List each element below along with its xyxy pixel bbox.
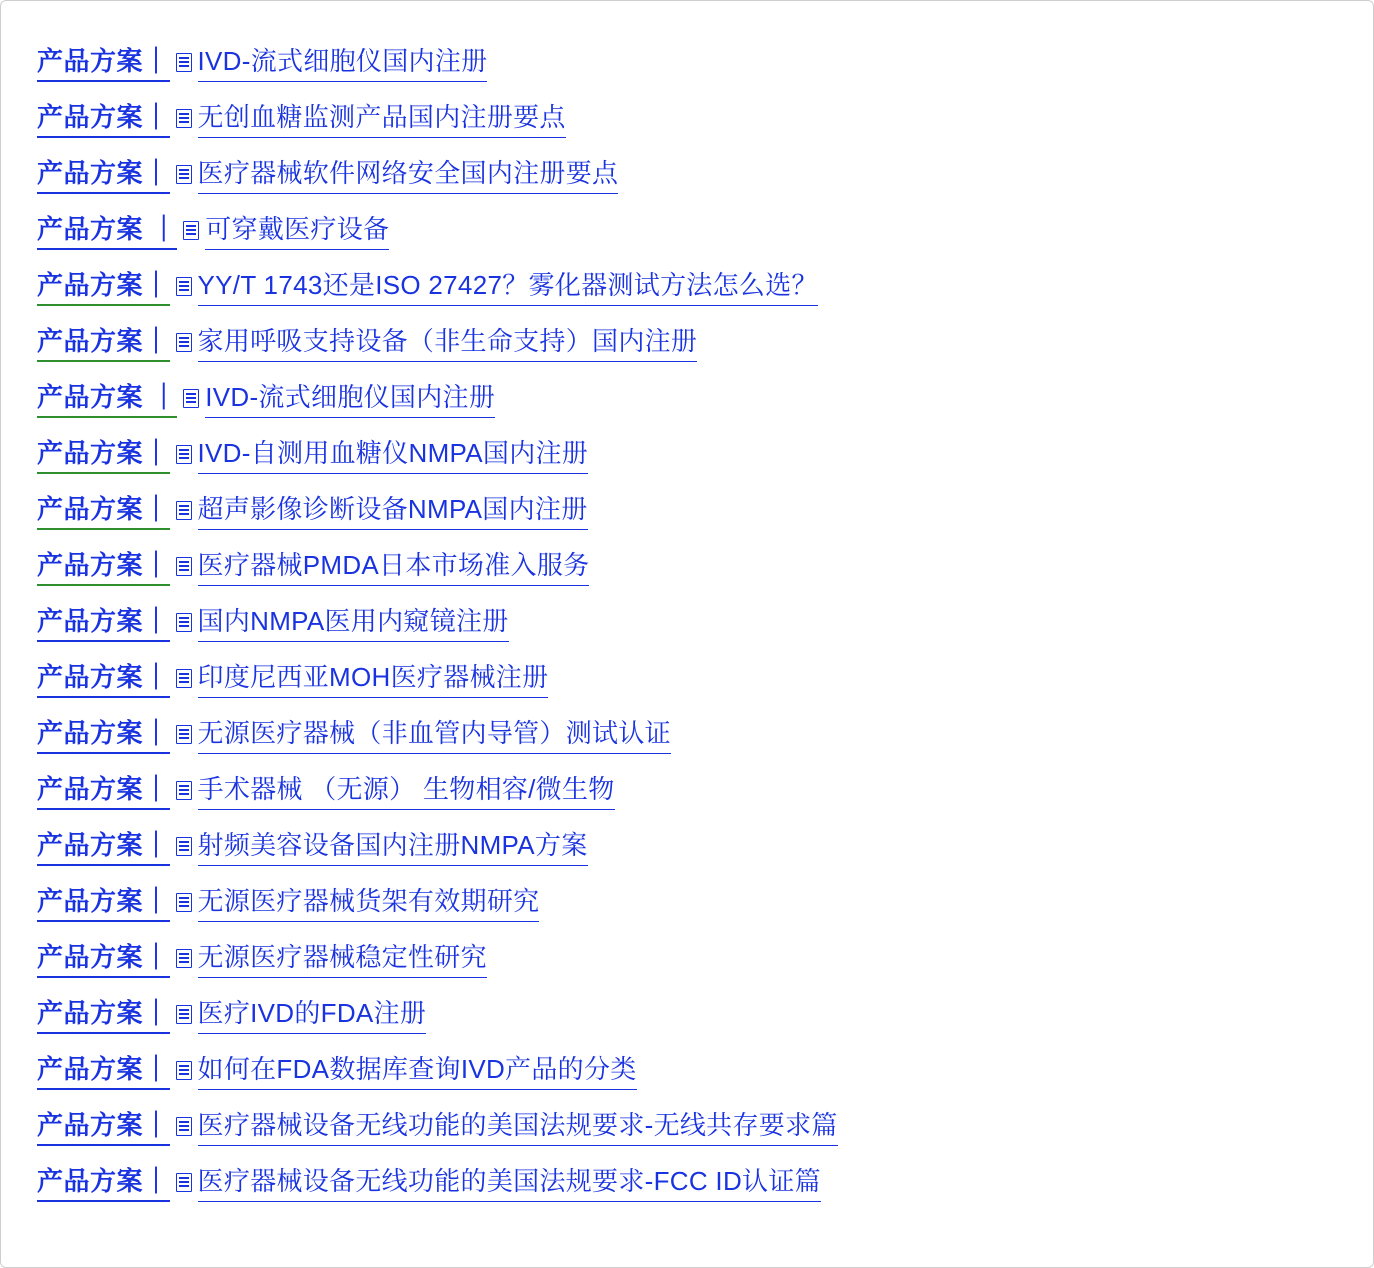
item-prefix: 产品方案 ｜ <box>37 209 177 250</box>
document-icon <box>176 1005 192 1024</box>
list-item[interactable] <box>37 41 1337 97</box>
item-prefix: 产品方案｜ <box>37 825 170 866</box>
document-icon <box>176 445 192 464</box>
item-title-link[interactable]: 如何在FDA数据库查询IVD产品的分类 <box>198 1049 637 1090</box>
item-title-link[interactable]: 可穿戴医疗设备 <box>205 209 389 250</box>
item-prefix: 产品方案｜ <box>37 1049 170 1090</box>
item-title-link[interactable]: 手术器械 （无源） 生物相容/微生物 <box>198 769 615 810</box>
item-title-link[interactable]: 医疗IVD的FDA注册 <box>198 993 427 1034</box>
item-title-link[interactable]: 医疗器械设备无线功能的美国法规要求-FCC ID认证篇 <box>198 1161 821 1202</box>
list-item[interactable] <box>37 713 1337 769</box>
document-icon <box>176 781 192 800</box>
item-title-link[interactable]: 医疗器械PMDA日本市场准入服务 <box>198 545 590 586</box>
item-title-link[interactable]: IVD-流式细胞仪国内注册 <box>198 41 488 82</box>
list-item[interactable] <box>37 1161 1337 1217</box>
item-title-link[interactable]: IVD-自测用血糖仪NMPA国内注册 <box>198 433 589 474</box>
item-prefix: 产品方案｜ <box>37 97 170 138</box>
document-icon <box>176 333 192 352</box>
list-item[interactable] <box>37 1049 1337 1105</box>
list-item[interactable] <box>37 321 1337 377</box>
item-prefix: 产品方案｜ <box>37 1105 170 1146</box>
item-title-link[interactable]: YY/T 1743还是ISO 27427？雾化器测试方法怎么选？ <box>198 265 818 306</box>
document-icon <box>176 501 192 520</box>
list-item[interactable] <box>37 97 1337 153</box>
item-title-link[interactable]: 印度尼西亚MOH医疗器械注册 <box>198 657 549 698</box>
item-title-link[interactable]: 国内NMPA医用内窥镜注册 <box>198 601 509 642</box>
document-icon <box>176 893 192 912</box>
document-icon <box>176 1061 192 1080</box>
item-prefix: 产品方案 ｜ <box>37 377 177 418</box>
item-title-link[interactable]: 医疗器械设备无线功能的美国法规要求-无线共存要求篇 <box>198 1105 838 1146</box>
document-icon <box>176 1173 192 1192</box>
item-prefix: 产品方案｜ <box>37 41 170 82</box>
link-list <box>37 41 1337 1217</box>
list-item[interactable] <box>37 377 1337 433</box>
document-icon <box>176 165 192 184</box>
list-item[interactable] <box>37 1105 1337 1161</box>
document-icon <box>183 221 199 240</box>
item-title-link[interactable]: 无源医疗器械稳定性研究 <box>198 937 487 978</box>
item-prefix: 产品方案｜ <box>37 993 170 1034</box>
document-icon <box>176 837 192 856</box>
list-item[interactable] <box>37 545 1337 601</box>
item-title-link[interactable]: 家用呼吸支持设备（非生命支持）国内注册 <box>198 321 698 362</box>
list-item[interactable] <box>37 209 1337 265</box>
item-title-link[interactable]: 医疗器械软件网络安全国内注册要点 <box>198 153 619 194</box>
document-icon <box>176 669 192 688</box>
list-item[interactable] <box>37 433 1337 489</box>
item-title-link[interactable]: 射频美容设备国内注册NMPA方案 <box>198 825 588 866</box>
document-icon <box>183 389 199 408</box>
item-title-link[interactable]: 超声影像诊断设备NMPA国内注册 <box>198 489 588 530</box>
item-prefix: 产品方案｜ <box>37 545 170 586</box>
list-item[interactable] <box>37 825 1337 881</box>
item-prefix: 产品方案｜ <box>37 937 170 978</box>
document-icon <box>176 1117 192 1136</box>
item-prefix: 产品方案｜ <box>37 321 170 362</box>
item-prefix: 产品方案｜ <box>37 433 170 474</box>
list-item[interactable] <box>37 153 1337 209</box>
list-item[interactable] <box>37 489 1337 545</box>
document-icon <box>176 949 192 968</box>
item-title-link[interactable]: 无源医疗器械（非血管内导管）测试认证 <box>198 713 671 754</box>
document-icon <box>176 725 192 744</box>
item-prefix: 产品方案｜ <box>37 1161 170 1202</box>
document-icon <box>176 277 192 296</box>
item-title-link[interactable]: IVD-流式细胞仪国内注册 <box>205 377 495 418</box>
item-prefix: 产品方案｜ <box>37 881 170 922</box>
item-prefix: 产品方案｜ <box>37 153 170 194</box>
list-item[interactable] <box>37 265 1337 321</box>
list-item[interactable] <box>37 657 1337 713</box>
item-prefix: 产品方案｜ <box>37 769 170 810</box>
list-item[interactable] <box>37 881 1337 937</box>
item-prefix: 产品方案｜ <box>37 489 170 530</box>
item-prefix: 产品方案｜ <box>37 601 170 642</box>
item-title-link[interactable]: 无创血糖监测产品国内注册要点 <box>198 97 566 138</box>
list-item[interactable] <box>37 993 1337 1049</box>
document-icon <box>176 557 192 576</box>
document-icon <box>176 109 192 128</box>
document-icon <box>176 613 192 632</box>
list-item[interactable] <box>37 769 1337 825</box>
item-prefix: 产品方案｜ <box>37 265 170 306</box>
item-title-link[interactable]: 无源医疗器械货架有效期研究 <box>198 881 540 922</box>
list-item[interactable] <box>37 601 1337 657</box>
document-icon <box>176 53 192 72</box>
item-prefix: 产品方案｜ <box>37 713 170 754</box>
item-prefix: 产品方案｜ <box>37 657 170 698</box>
list-item[interactable] <box>37 937 1337 993</box>
